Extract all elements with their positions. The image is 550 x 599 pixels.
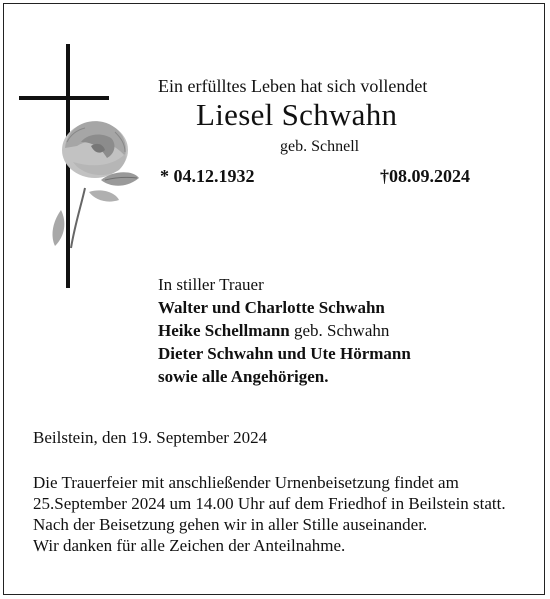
death-date: †08.09.2024 [380, 166, 470, 186]
mourners-block [158, 273, 411, 388]
mourner-name: Heike Schellmann [158, 321, 290, 340]
mourner-line: Walter und Charlotte Schwahn [158, 298, 385, 317]
notice-line: Die Trauerfeier mit anschließender Urnenbeisetzung findet am [33, 473, 459, 492]
rose-illustration [53, 121, 139, 248]
cross-and-rose-illustration [15, 38, 145, 300]
place-and-date: Beilstein, den 19. September 2024 [33, 428, 268, 447]
funeral-notice [33, 472, 506, 556]
intro-line: Ein erfülltes Leben hat sich vollendet [158, 76, 428, 96]
birth-date: * 04.12.1932 [160, 166, 255, 186]
birth-name: geb. Schnell [280, 138, 360, 155]
notice-line: Nach der Beisetzung gehen wir in aller Stille auseinander. [33, 515, 428, 534]
mourners-heading: In stiller Trauer [158, 275, 264, 294]
mourner-line: Dieter Schwahn und Ute Hörmann [158, 344, 411, 363]
notice-line: 25.September 2024 um 14.00 Uhr auf dem Friedhof in Beilstein statt. [33, 494, 506, 513]
mourner-birth-name: geb. Schwahn [289, 321, 390, 340]
notice-line: Wir danken für alle Zeichen der Anteilnahme. [33, 536, 346, 555]
deceased-name: Liesel Schwahn [196, 97, 398, 132]
mourner-line [158, 319, 411, 342]
mourner-line: sowie alle Angehörigen. [158, 367, 329, 386]
